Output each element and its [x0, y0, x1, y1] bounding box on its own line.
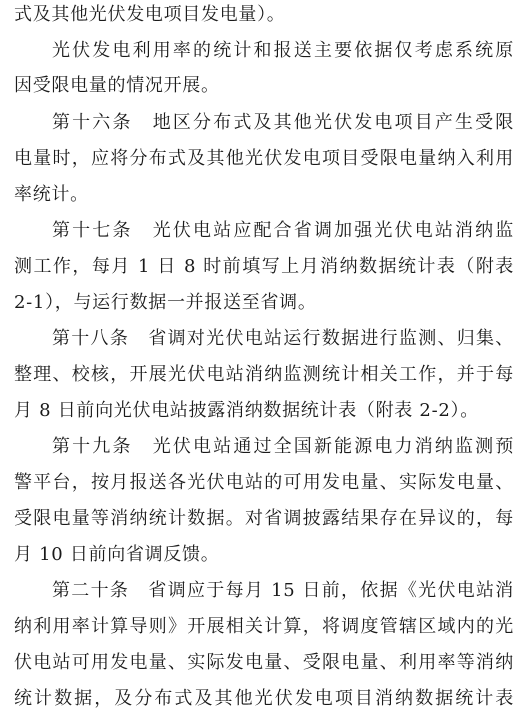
text-line: 警平台，按月报送各光伏电站的可用发电量、实际发电量、: [14, 472, 514, 493]
text-line: 率统计。: [14, 184, 89, 205]
text-line: 第二十条 省调应于每月 15 日前，依据《光伏电站消: [52, 580, 514, 601]
text-line: 第十六条 地区分布式及其他光伏发电项目产生受限: [52, 112, 514, 133]
text-line: 纳利用率计算导则》开展相关计算，将调度管辖区域内的光: [14, 616, 514, 637]
text-line: 式及其他光伏发电项目发电量）。: [14, 4, 286, 25]
text-line: 第十九条 光伏电站通过全国新能源电力消纳监测预: [52, 436, 514, 457]
text-line: 伏电站可用发电量、实际发电量、受限电量、利用率等消纳: [14, 652, 514, 673]
text-line: 测工作，每月 1 日 8 时前填写上月消纳数据统计表（附表: [14, 256, 514, 277]
text-line: 第十七条 光伏电站应配合省调加强光伏电站消纳监: [52, 220, 514, 241]
text-line: 2-1），与运行数据一并报送至省调。: [14, 292, 317, 313]
text-line: 月 8 日前向光伏电站披露消纳数据统计表（附表 2-2）。: [14, 400, 479, 421]
text-line: 因受限电量的情况开展。: [14, 75, 220, 96]
text-line: 第十八条 省调对光伏电站运行数据进行监测、归集、: [52, 328, 514, 349]
text-line: 整理、校核，开展光伏电站消纳监测统计相关工作，并于每: [14, 364, 514, 385]
text-line: 月 10 日前向省调反馈。: [14, 544, 220, 565]
text-line: 受限电量等消纳统计数据。对省调披露结果存在异议的，每: [14, 508, 514, 529]
text-line: 光伏发电利用率的统计和报送主要依据仅考虑系统原: [52, 40, 514, 61]
text-line: 电量时，应将分布式及其他光伏发电项目受限电量纳入利用: [14, 148, 514, 169]
text-line: 统计数据，及分布式及其他光伏发电项目消纳数据统计表: [14, 688, 514, 709]
